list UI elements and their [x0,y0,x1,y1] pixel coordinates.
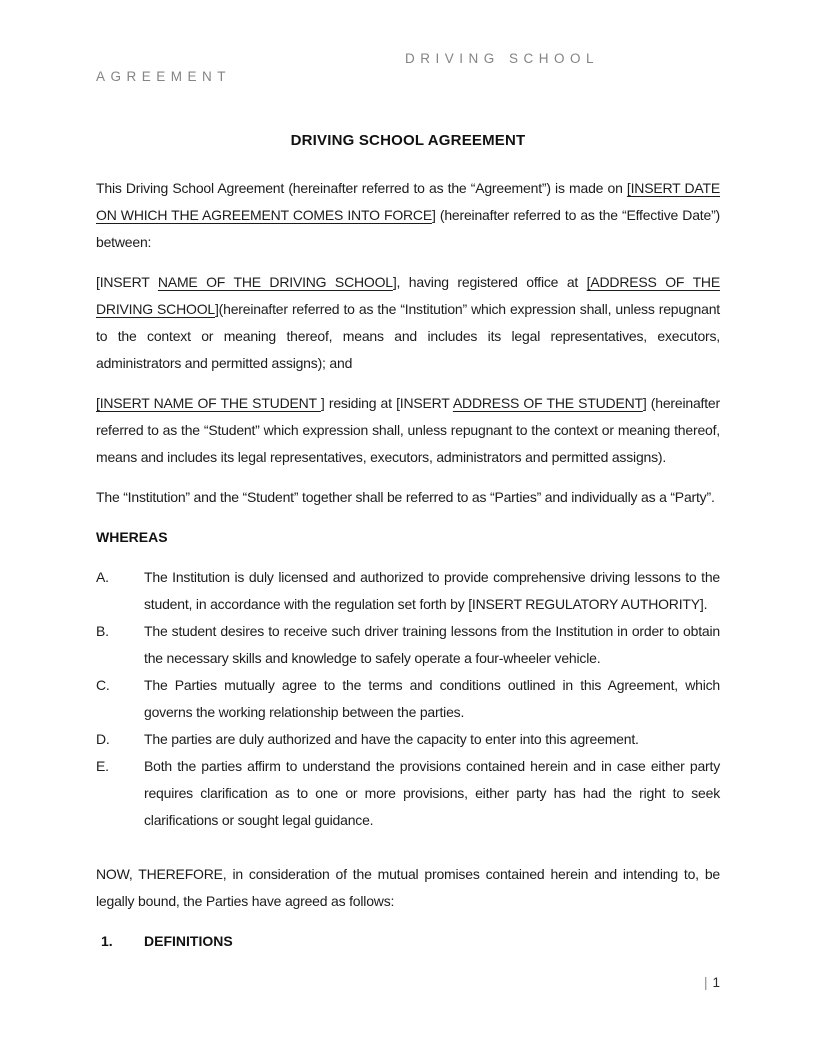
page-footer [704,975,720,991]
recital-text: The Parties mutually agree to the terms and conditions outlined in this Agreement, which governs the working relationship between the parties. [144,677,720,720]
document-title: DRIVING SCHOOL AGREEMENT [290,132,526,149]
section-number: 1. [101,933,113,949]
recital-label: B. [96,623,109,639]
footer-separator: | [703,975,708,990]
header-line-1: DRIVING SCHOOL [405,51,600,66]
recital-text: Both the parties affirm to understand the provisions contained herein and in case either party requires clarification as to one or more provisions, either party has had the right to seek clarifications or sought legal guidance. [144,758,720,828]
now-therefore-paragraph: NOW, THEREFORE, in consideration of the mutual promises contained herein and intending to, be legally bound, the Parties have agreed as follows: [96,866,720,909]
whereas-heading: WHEREAS [96,529,168,545]
recitals-list [96,564,720,834]
recital-item-c [96,672,720,726]
recital-item-a [96,564,720,618]
header-line-2: AGREEMENT [96,69,232,84]
recital-text: The parties are duly authorized and have the capacity to enter into this agreement. [144,731,639,747]
recital-label: E. [96,758,109,774]
recital-item-d [96,726,720,753]
institution-paragraph: [INSERT NAME OF THE DRIVING SCHOOL], having registered office at [ADDRESS OF THE DRIVING SCHOOL](hereinafter referred to as the “Institution” which expression shall, unless repugnant to the context or meaning thereof, means and includes its legal representatives, executors, administrators and permitted assigns); and [96,274,720,371]
recital-label: A. [96,569,109,585]
section-1-heading [96,928,720,955]
page-header [96,50,720,86]
intro-paragraph: This Driving School Agreement (hereinafter referred to as the “Agreement”) is made on [INSERT DATE ON WHICH THE AGREEMENT COMES INTO FORCE] (hereinafter referred to as the “Effective Date”) between: [96,180,720,250]
section-title: DEFINITIONS [144,933,233,949]
recital-text: The student desires to receive such driver training lessons from the Institution in order to obtain the necessary skills and knowledge to safely operate a four-wheeler vehicle. [144,623,720,666]
parties-paragraph: The “Institution” and the “Student” together shall be referred to as “Parties” and individually as a “Party”. [96,489,715,505]
recital-text: The Institution is duly licensed and authorized to provide comprehensive driving lessons to the student, in accordance with the regulation set forth by [INSERT REGULATORY AUTHORITY]. [144,569,720,612]
document-content [96,50,720,955]
recital-label: D. [96,731,110,747]
recital-item-e [96,753,720,834]
page-number: 1 [712,975,720,990]
recital-item-b [96,618,720,672]
recital-label: C. [96,677,110,693]
student-paragraph: [INSERT NAME OF THE STUDENT ] residing at [INSERT ADDRESS OF THE STUDENT] (hereinafter referred to as the “Student” which expression shall, unless repugnant to the context or meaning thereof, means and includes its legal representatives, executors, administrators and permitted assigns). [96,395,720,465]
